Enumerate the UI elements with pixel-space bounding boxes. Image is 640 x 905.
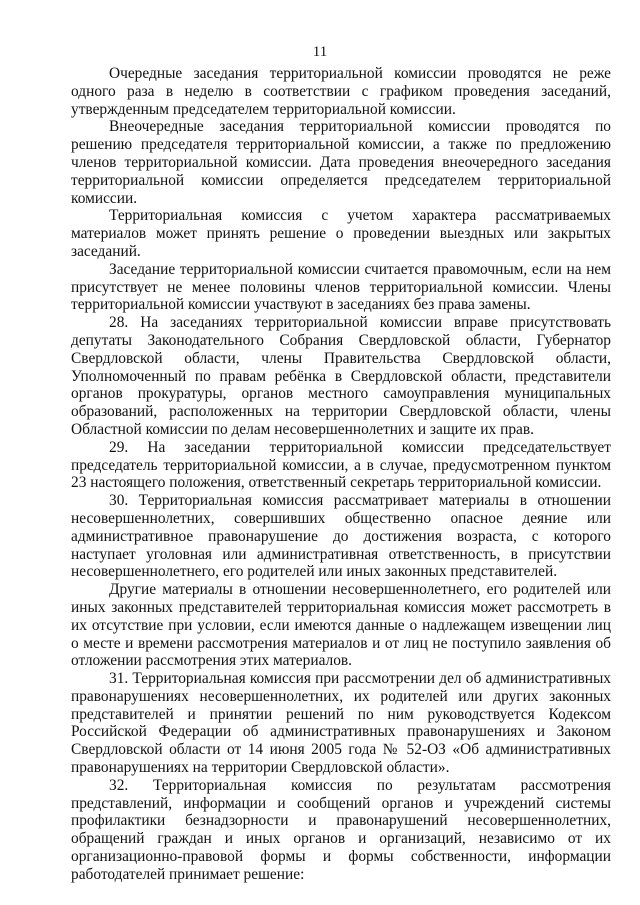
paragraph-regular-meetings: Очередные заседания территориальной комиссии проводятся не реже одного раза в неделю в соответствии с графиком проведения заседаний, утвержденным председателем территориальной комиссии.	[71, 65, 611, 118]
paragraph-item-28: 28. На заседаниях территориальной комиссии вправе присутствовать депутаты Законодательного Собрания Свердловской области, Губернатор Свердловской области, члены Правительства Свердловской области, Уполномоченный по правам ребёнка в Свердловской области, представители органов прокуратуры, органов местного самоуправления муниципальных образований, расположенных на территории Свердловской области, члены Областной комиссии по делам несовершеннолетних и защите их прав.	[71, 314, 611, 438]
paragraph-item-29: 29. На заседании территориальной комиссии председательствует председатель территориальной комиссии, а в случае, предусмотренном пунктом 23 настоящего положения, ответственный секретарь территориальной комиссии.	[71, 438, 611, 492]
paragraph-extraordinary-meetings: Внеочередные заседания территориальной комиссии проводятся по решению председателя территориальной комиссии, а также по предложению членов территориальной комиссии. Дата проведения внеочередного заседания территориальной комиссии определяется председателем территориальной комиссии.	[71, 118, 611, 207]
paragraph-item-31: 31. Территориальная комиссия при рассмотрении дел об административных правонарушениях несовершеннолетних, их родителей или других законных представителей и принятии решений по ним руководствуется Кодексом Российской Федерации об административных правонарушениях и Законом Свердловской области от 14 июня 2005 года № 52-ОЗ «Об административных правонарушениях на территории Свердловской области».	[71, 670, 611, 777]
paragraph-offsite-closed-meetings: Территориальная комиссия с учетом характера рассматриваемых материалов может принять решение о проведении выездных или закрытых заседаний.	[71, 207, 611, 260]
page-number: 11	[312, 44, 328, 60]
paragraph-item-32: 32. Территориальная комиссия по результатам рассмотрения представлений, информации и сообщений органов и учреждений системы профилактики безнадзорности и правонарушений несовершеннолетних, обращений граждан и иных органов и организаций, независимо от их организационно-правовой формы и формы собственности, информации работодателей принимает решение:	[71, 776, 611, 883]
paragraph-quorum: Заседание территориальной комиссии считается правомочным, если на нем присутствует не менее половины членов территориальной комиссии. Члены территориальной комиссии участвуют в заседаниях без права замены.	[71, 260, 611, 314]
paragraph-item-30: 30. Территориальная комиссия рассматривает материалы в отношении несовершеннолетних, совершивших общественно опасное деяние или административное правонарушение до достижения возраста, с которого наступает уголовная или административная ответственность, в присутствии несовершеннолетнего, его родителей или иных законных представителей.	[71, 492, 611, 581]
paragraph-other-materials: Другие материалы в отношении несовершеннолетнего, его родителей или иных законных представителей территориальная комиссия может рассмотреть в их отсутствие при условии, если имеются данные о надлежащем извещении лиц о месте и времени рассмотрения материалов и от лиц не поступило заявления об отложении рассмотрения этих материалов.	[71, 581, 611, 670]
document-body	[71, 65, 611, 884]
